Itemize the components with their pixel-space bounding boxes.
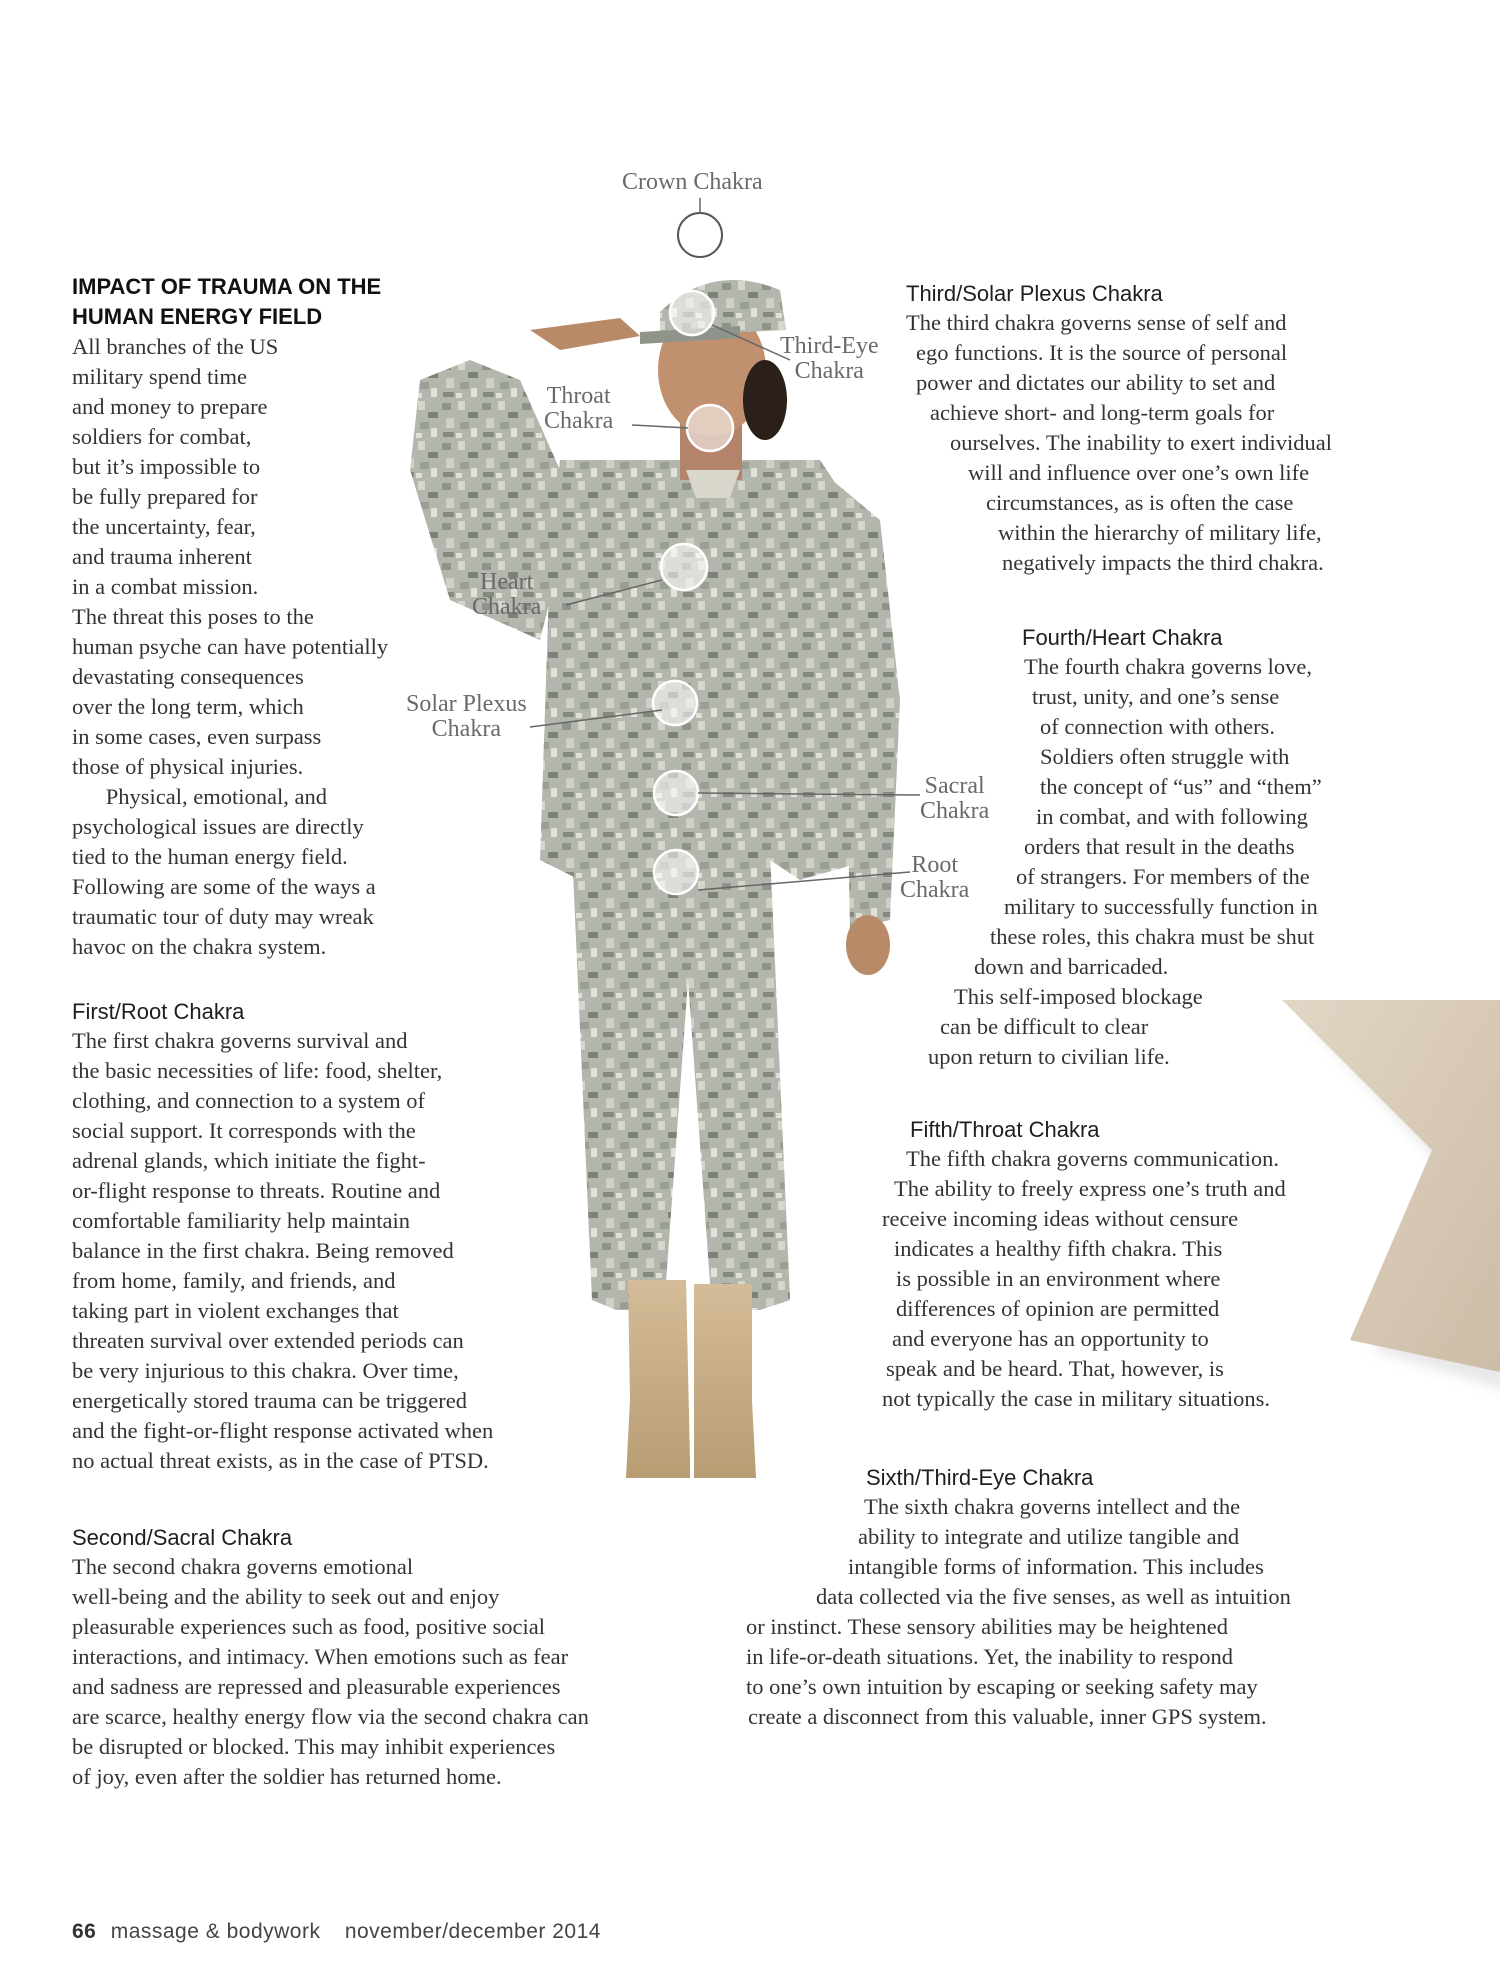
publication-name: massage & bodywork xyxy=(110,1920,321,1943)
third-eye-chakra-section xyxy=(746,1464,1291,1732)
label-throat-chakra: Throat Chakra xyxy=(544,383,614,434)
sacral-chakra-heading: Second/Sacral Chakra xyxy=(72,1525,293,1550)
sacral-chakra-section xyxy=(72,1524,589,1792)
label-sacral-chakra: Sacral Chakra xyxy=(920,773,990,824)
heart-chakra-body: The fourth chakra governs love, trust, unity, and one’s sense of connection with others. Soldiers often struggle with the concept of “us” and “them” in combat, and with following orders that result in the deaths of strangers. For members of the military to successfully function in these roles, this chakra must be shut down and barricaded. This self-imposed blockage can be difficult to clear upon return to civilian life. xyxy=(928,654,1322,1069)
throat-chakra-body: The fifth chakra governs communication. The ability to freely express one’s truth and receive incoming ideas without censure indicates a healthy fifth chakra. This is possible in an environment where differences of opinion are permitted and everyone has an opportunity to speak and be heard. That, however, is not typically the case in military situations. xyxy=(882,1146,1286,1411)
root-chakra-section xyxy=(72,998,493,1476)
intro-title: IMPACT OF TRAUMA ON THE HUMAN ENERGY FIELD xyxy=(72,274,382,329)
label-root-chakra: Root Chakra xyxy=(900,852,970,903)
heart-chakra-section xyxy=(1022,624,1223,652)
root-chakra-heading: First/Root Chakra xyxy=(72,999,245,1024)
label-heart-chakra: Heart Chakra xyxy=(472,569,542,620)
third-eye-chakra-body: The sixth chakra governs intellect and the ability to integrate and utilize tangible and intangible forms of information. This includes data collected via the five senses, as well as intuition or instinct. These sensory abilities may be heightened in life-or-death situations. Yet, the inability to respond to one’s own intuition by escaping or seeking safety may create a disconnect from this valuable, inner GPS system. xyxy=(746,1494,1291,1729)
label-crown-chakra: Crown Chakra xyxy=(622,169,763,195)
throat-chakra-heading: Fifth/Throat Chakra xyxy=(910,1117,1100,1142)
page-number: 66 xyxy=(72,1920,97,1943)
intro-section xyxy=(72,272,388,962)
heart-chakra-heading: Fourth/Heart Chakra xyxy=(1022,625,1223,650)
root-chakra-body: The first chakra governs survival and the basic necessities of life: food, shelter, clothing, and connection to a system of social support. It corresponds with the adrenal glands, which initiate the fight- or-flight response to threats. Routine and comfortable familiarity help maintain balance in the first chakra. Being removed from home, family, and friends, and taking part in violent exchanges that threaten survival over extended periods can be very injurious to this chakra. Over time, energetically stored trauma can be triggered and the fight-or-flight response activated when no actual threat exists, as in the case of PTSD. xyxy=(72,1028,494,1473)
label-solar-plexus-chakra: Solar Plexus Chakra xyxy=(406,691,527,742)
throat-chakra-section xyxy=(882,1116,1286,1414)
label-third-eye-chakra: Third-Eye Chakra xyxy=(780,333,879,384)
intro-body: All branches of the US military spend time and money to prepare soldiers for combat, but it’s impossible to be fully prepared for the uncertainty, fear, and trauma inherent in a combat mission. The threat this poses to the human psyche can have potentially devastating consequences over the long term, which in some cases, even surpass those of physical injuries. Physical, emotional, and psychological issues are directly tied to the human energy field. Following are some of the ways a traumatic tour of duty may wreak havoc on the chakra system. xyxy=(72,334,389,959)
issue-date: november/december 2014 xyxy=(344,1920,601,1943)
page-footer xyxy=(72,1920,601,1944)
third-eye-chakra-heading: Sixth/Third-Eye Chakra xyxy=(866,1465,1094,1490)
sacral-chakra-body: The second chakra governs emotional well-being and the ability to seek out and enjoy pleasurable experiences such as food, positive social interactions, and intimacy. When emotions such as fear and sadness are repressed and pleasurable experiences are scarce, healthy energy flow via the second chakra can be disrupted or blocked. This may inhibit experiences of joy, even after the soldier has returned home. xyxy=(72,1554,589,1789)
solar-plexus-chakra-heading: Third/Solar Plexus Chakra xyxy=(906,281,1163,306)
solar-plexus-chakra-section xyxy=(906,280,1332,578)
solar-plexus-chakra-body: The third chakra governs sense of self and ego functions. It is the source of personal power and dictates our ability to set and achieve short- and long-term goals for ourselves. The inability to exert individual will and influence over one’s own life circumstances, as is often the case within the hierarchy of military life, negatively impacts the third chakra. xyxy=(906,310,1333,575)
